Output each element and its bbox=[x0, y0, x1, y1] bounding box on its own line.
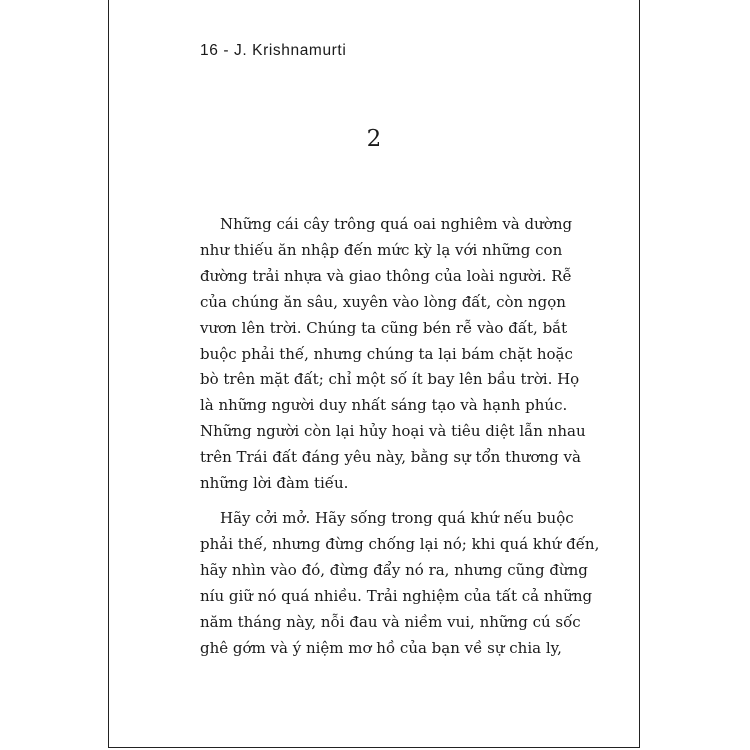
book-page bbox=[108, 0, 640, 748]
text-line: phải thế, nhưng đừng chống lại nó; khi quá khứ đến, bbox=[200, 534, 600, 553]
text-line: đường trải nhựa và giao thông của loài người. Rễ bbox=[200, 266, 572, 285]
text-line: hãy nhìn vào đó, đừng đẩy nó ra, nhưng cũng đừng bbox=[200, 560, 588, 579]
paragraph-gap bbox=[200, 497, 545, 506]
text-line: Những người còn lại hủy hoại và tiêu diệt lẫn nhau bbox=[200, 422, 586, 441]
text-line: là những người duy nhất sáng tạo và hạnh phúc. bbox=[200, 396, 568, 415]
text-line: của chúng ăn sâu, xuyên vào lòng đất, còn ngọn bbox=[200, 292, 566, 311]
text-line: Những cái cây trông quá oai nghiêm và dường bbox=[220, 215, 573, 233]
text-line: trên Trái đất đáng yêu này, bằng sự tổn thương và bbox=[200, 448, 581, 467]
running-head: 16 - J. Krishnamurti bbox=[200, 42, 347, 59]
text-line: năm tháng này, nỗi đau và niềm vui, những cú sốc bbox=[200, 612, 581, 631]
chapter-number: 2 bbox=[366, 126, 382, 152]
body-text bbox=[200, 212, 600, 661]
text-line: vươn lên trời. Chúng ta cũng bén rễ vào đất, bắt bbox=[200, 318, 568, 337]
text-line: buộc phải thế, nhưng chúng ta lại bám chặt hoặc bbox=[200, 344, 573, 363]
text-line: níu giữ nó quá nhiều. Trải nghiệm của tất cả những bbox=[200, 586, 593, 605]
text-line: những lời đàm tiếu. bbox=[200, 474, 349, 493]
text-line: Hãy cởi mở. Hãy sống trong quá khứ nếu buộc bbox=[220, 508, 574, 527]
paragraph-2 bbox=[200, 506, 600, 661]
text-line: bò trên mặt đất; chỉ một số ít bay lên bầu trời. Họ bbox=[200, 370, 580, 389]
paragraph-1 bbox=[200, 212, 586, 497]
text-line: ghê gớm và ý niệm mơ hồ của bạn về sự chia ly, bbox=[200, 638, 562, 657]
text-line: như thiếu ăn nhập đến mức kỳ lạ với những con bbox=[200, 240, 563, 259]
